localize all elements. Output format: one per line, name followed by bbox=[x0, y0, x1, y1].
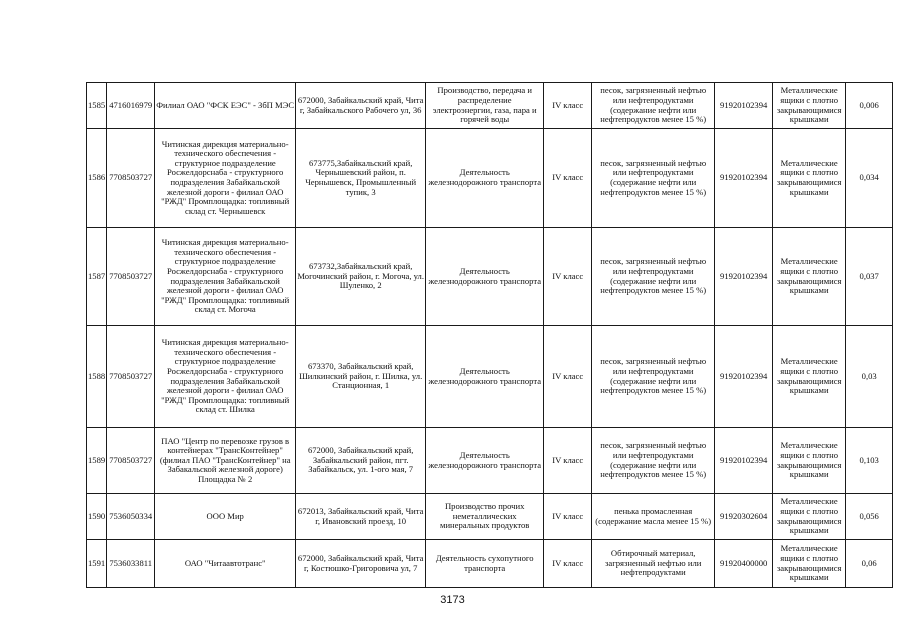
amount-cell: 0,056 bbox=[846, 494, 893, 540]
storage-method-cell: Металлические ящики с плотно закрывающимися крышками bbox=[773, 83, 846, 129]
inn-cell: 7536033811 bbox=[107, 540, 155, 588]
hazard-class-cell: IV класс bbox=[544, 129, 592, 228]
row-number-cell: 1589 bbox=[87, 428, 107, 494]
hazard-class-cell: IV класс bbox=[544, 83, 592, 129]
organization-cell: Читинская дирекция материально-технического обеспечения - структурное подразделение Росжелдорснаба - структурного подразделения Забайкальской железной дороги - филиал ОАО "РЖД" Промплощадка: топливный склад ст. Шилка bbox=[155, 326, 296, 428]
activity-cell: Деятельность сухопутного транспорта bbox=[426, 540, 544, 588]
page-number: 3173 bbox=[440, 594, 465, 606]
hazard-class-cell: IV класс bbox=[544, 494, 592, 540]
waste-registry-table bbox=[86, 82, 893, 588]
waste-code-cell: 91920302604 bbox=[715, 494, 773, 540]
activity-cell: Деятельность железнодорожного транспорта bbox=[426, 129, 544, 228]
activity-cell: Деятельность железнодорожного транспорта bbox=[426, 228, 544, 326]
waste-name-cell: песок, загрязненный нефтью или нефтепродуктами (содержание нефти или нефтепродуктов менее 15 %) bbox=[592, 326, 715, 428]
table-row bbox=[87, 540, 893, 588]
storage-method-cell: Металлические ящики с плотно закрывающимися крышками bbox=[773, 326, 846, 428]
organization-cell: ОАО "Читаавтотранс" bbox=[155, 540, 296, 588]
table-body bbox=[87, 83, 893, 588]
table-row bbox=[87, 494, 893, 540]
waste-code-cell: 91920102394 bbox=[715, 428, 773, 494]
row-number-cell: 1586 bbox=[87, 129, 107, 228]
address-cell: 672000, Забайкальский край, Чита г, Забайкальского Рабочего ул, 36 bbox=[296, 83, 426, 129]
waste-code-cell: 91920102394 bbox=[715, 228, 773, 326]
row-number-cell: 1590 bbox=[87, 494, 107, 540]
waste-code-cell: 91920400000 bbox=[715, 540, 773, 588]
storage-method-cell: Металлические ящики с плотно закрывающимися крышками bbox=[773, 428, 846, 494]
table-row bbox=[87, 228, 893, 326]
hazard-class-cell: IV класс bbox=[544, 540, 592, 588]
hazard-class-cell: IV класс bbox=[544, 326, 592, 428]
address-cell: 672000, Забайкальский край, Забайкальский район, пгт. Забайкальск, ул. 1-ого мая, 7 bbox=[296, 428, 426, 494]
amount-cell: 0,037 bbox=[846, 228, 893, 326]
hazard-class-cell: IV класс bbox=[544, 428, 592, 494]
inn-cell: 7708503727 bbox=[107, 326, 155, 428]
address-cell: 673732,Забайкальский край, Могочинский район, г. Могоча, ул. Шуленко, 2 bbox=[296, 228, 426, 326]
address-cell: 673370, Забайкальский край, Шилкинский район, г. Шилка, ул. Станционная, 1 bbox=[296, 326, 426, 428]
waste-name-cell: песок, загрязненный нефтью или нефтепродуктами (содержание нефти или нефтепродуктов менее 15 %) bbox=[592, 428, 715, 494]
organization-cell: Читинская дирекция материально-технического обеспечения - структурное подразделение Росжелдорснаба - структурного подразделения Забайкальской железной дороги - филиал ОАО "РЖД" Промплощадка: топливный склад ст. Могоча bbox=[155, 228, 296, 326]
activity-cell: Производство прочих неметаллических минеральных продуктов bbox=[426, 494, 544, 540]
table-row bbox=[87, 83, 893, 129]
storage-method-cell: Металлические ящики с плотно закрывающимися крышками bbox=[773, 129, 846, 228]
waste-name-cell: Обтирочный материал, загрязненный нефтью или нефтепродуктами bbox=[592, 540, 715, 588]
inn-cell: 7708503727 bbox=[107, 228, 155, 326]
waste-code-cell: 91920102394 bbox=[715, 83, 773, 129]
waste-name-cell: песок, загрязненный нефтью или нефтепродуктами (содержание нефти или нефтепродуктов менее 15 %) bbox=[592, 228, 715, 326]
hazard-class-cell: IV класс bbox=[544, 228, 592, 326]
storage-method-cell: Металлические ящики с плотно закрывающимися крышками bbox=[773, 540, 846, 588]
waste-name-cell: песок, загрязненный нефтью или нефтепродуктами (содержание нефти или нефтепродуктов менее 15 %) bbox=[592, 83, 715, 129]
address-cell: 672000, Забайкальский край, Чита г, Костюшко-Григоровича ул, 7 bbox=[296, 540, 426, 588]
waste-name-cell: песок, загрязненный нефтью или нефтепродуктами (содержание нефти или нефтепродуктов менее 15 %) bbox=[592, 129, 715, 228]
row-number-cell: 1585 bbox=[87, 83, 107, 129]
table-row bbox=[87, 326, 893, 428]
address-cell: 672013, Забайкальский край, Чита г, Ивановский проезд, 10 bbox=[296, 494, 426, 540]
address-cell: 673775,Забайкальский край, Чернышевский район, п. Чернышевск, Промышленный тупик, 3 bbox=[296, 129, 426, 228]
amount-cell: 0,03 bbox=[846, 326, 893, 428]
amount-cell: 0,103 bbox=[846, 428, 893, 494]
amount-cell: 0,06 bbox=[846, 540, 893, 588]
table-row bbox=[87, 428, 893, 494]
row-number-cell: 1588 bbox=[87, 326, 107, 428]
organization-cell: ООО Мир bbox=[155, 494, 296, 540]
amount-cell: 0,034 bbox=[846, 129, 893, 228]
organization-cell: Филиал ОАО "ФСК ЕЭС" - ЗбП МЭС bbox=[155, 83, 296, 129]
row-number-cell: 1591 bbox=[87, 540, 107, 588]
inn-cell: 7708503727 bbox=[107, 129, 155, 228]
waste-code-cell: 91920102394 bbox=[715, 129, 773, 228]
inn-cell: 7708503727 bbox=[107, 428, 155, 494]
inn-cell: 4716016979 bbox=[107, 83, 155, 129]
storage-method-cell: Металлические ящики с плотно закрывающимися крышками bbox=[773, 494, 846, 540]
activity-cell: Деятельность железнодорожного транспорта bbox=[426, 326, 544, 428]
activity-cell: Производство, передача и распределение электроэнергии, газа, пара и горячей воды bbox=[426, 83, 544, 129]
activity-cell: Деятельность железнодорожного транспорта bbox=[426, 428, 544, 494]
waste-name-cell: пенька промасленная (содержание масла менее 15 %) bbox=[592, 494, 715, 540]
table-row bbox=[87, 129, 893, 228]
organization-cell: Читинская дирекция материально-технического обеспечения - структурное подразделение Росжелдорснаба - структурного подразделения Забайкальской железной дороги - филиал ОАО "РЖД" Промплощадка: топливный склад ст. Чернышевск bbox=[155, 129, 296, 228]
amount-cell: 0,006 bbox=[846, 83, 893, 129]
waste-code-cell: 91920102394 bbox=[715, 326, 773, 428]
organization-cell: ПАО "Центр по перевозке грузов в контейнерах "ТрансКонтейнер" (филиал ПАО "ТрансКонтейнер" на Забакальской железной дороге) Площадка № 2 bbox=[155, 428, 296, 494]
storage-method-cell: Металлические ящики с плотно закрывающимися крышками bbox=[773, 228, 846, 326]
row-number-cell: 1587 bbox=[87, 228, 107, 326]
inn-cell: 7536050334 bbox=[107, 494, 155, 540]
